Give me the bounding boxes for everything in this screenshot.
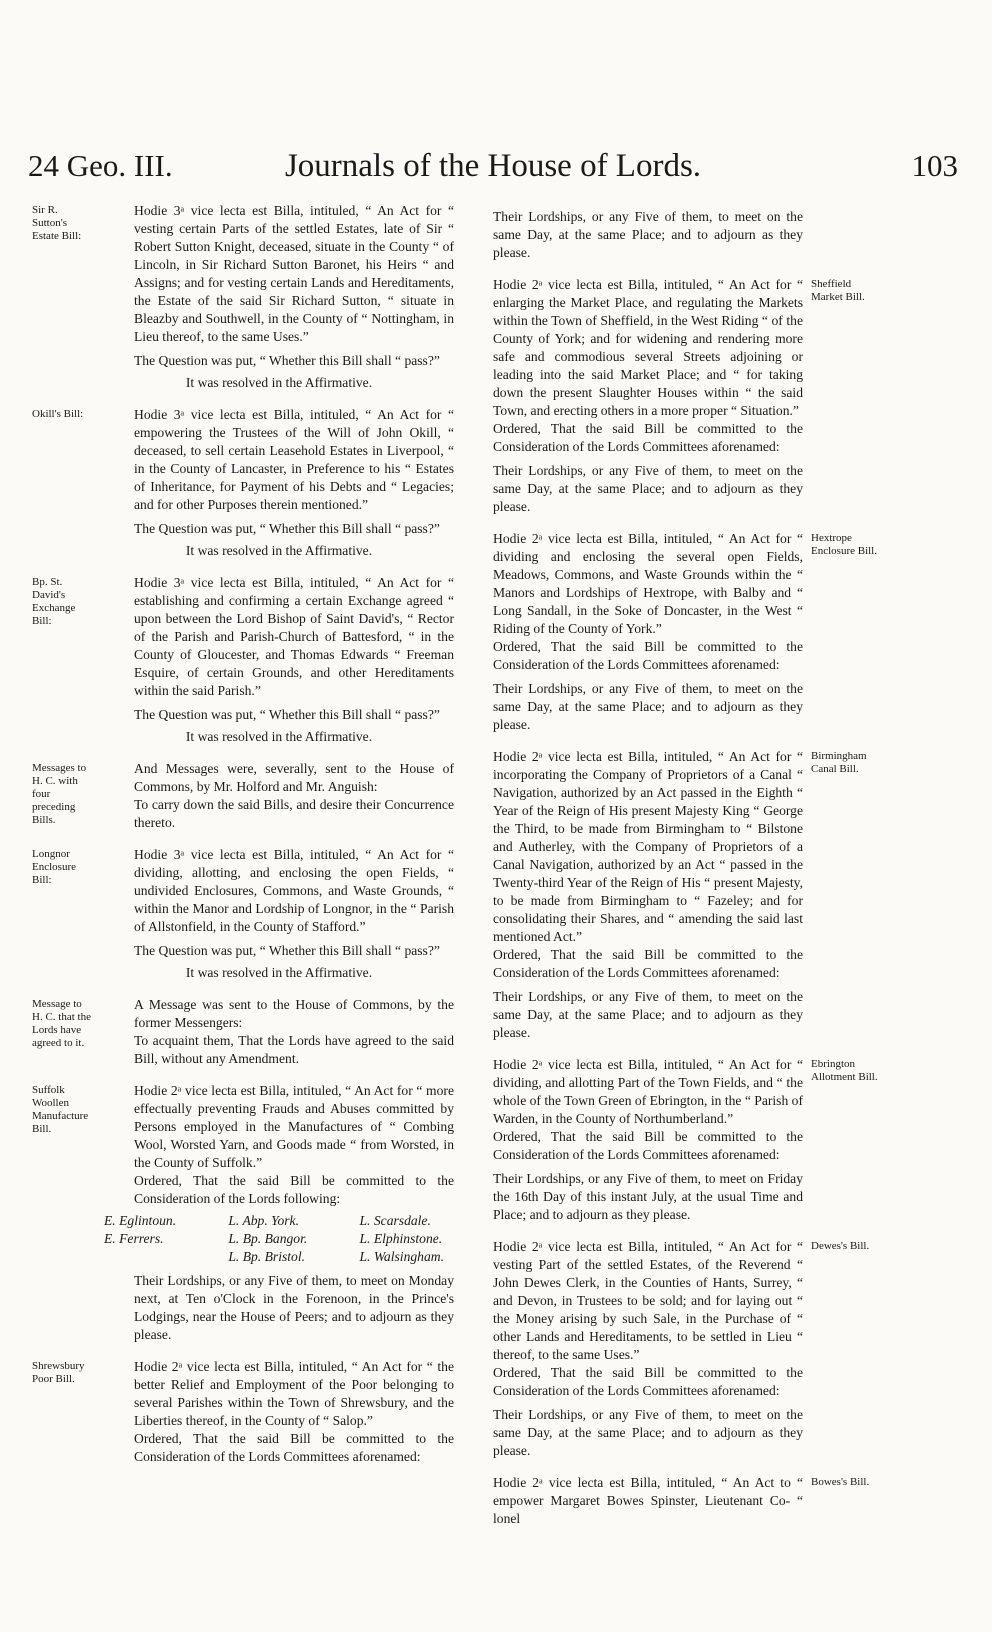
margin-note: Sheffield Market Bill. (811, 278, 865, 303)
regnal-year: 24 Geo. III. (28, 148, 173, 183)
resolution: It was resolved in the Affirmative. (185, 965, 373, 980)
entry-text: Hodie 2ᵃ vice lecta est Billa, intituled, “ An Act for “ enlarging the Market Place, and regulating the Markets within the Town of Sheffield, in the West Riding “ of the County of York; and for widening and rendering more safe and commodious several Streets adjoining or leading into the said Market Place; and “ for taking down the present Slaughter Houses within “ the said Town, and erecting others in a more proper “ Situation.” (493, 277, 803, 418)
journal-entry (463, 1474, 870, 1528)
question-put: The Question was put, “ Whether this Bill shall “ pass?” (134, 707, 440, 722)
resolution: It was resolved in the Affirmative. (185, 729, 373, 744)
margin-note: Sir R. Sutton's Estate Bill: (32, 204, 82, 242)
order-text: Ordered, That the said Bill be committed to the Consideration of the Lords Committees aforenamed: (493, 421, 803, 454)
margin-note: Birmingham Canal Bill. (811, 750, 867, 775)
lord-name: L. Bp. Bangor. (228, 1231, 308, 1246)
question-put: The Question was put, “ Whether this Bill shall “ pass?” (134, 353, 440, 368)
page-header (28, 148, 958, 194)
journal-entry (32, 1082, 454, 1344)
lord-name: L. Elphinstone. (359, 1231, 443, 1246)
meeting-instruction: Their Lordships, or any Five of them, to meet on the same Day, at the same Place; and to adjourn as they please. (493, 1407, 803, 1458)
journal-entry (463, 1056, 878, 1224)
resolution: It was resolved in the Affirmative. (185, 375, 373, 390)
meeting-instruction: Their Lordships, or any Five of them, to meet on the same Day, at the same Place; and to adjourn as they please. (493, 681, 803, 732)
journal-entry (32, 574, 454, 746)
journal-entry (32, 1358, 454, 1466)
margin-note: Messages to H. C. with four preceding Bills. (32, 762, 87, 826)
order-text: Ordered, That the said Bill be committed to the Consideration of the Lords Committees aforenamed: (493, 947, 803, 980)
meeting-instruction: Their Lordships, or any Five of them, to meet on the same Day, at the same Place; and to adjourn as they please. (493, 463, 803, 514)
entry-text: Hodie 2ᵃ vice lecta est Billa, intituled, “ An Act for “ the better Relief and Employment of the Poor belonging to several Parishes within the Town of Shrewsbury, and the Liberties thereof, in the County of “ Salop.” (134, 1359, 454, 1428)
margin-note: Okill's Bill: (32, 408, 84, 420)
lords-committee-list (104, 1212, 444, 1266)
entry-text: Hodie 2ᵃ vice lecta est Billa, intituled, “ An Act for “ dividing, and allotting Part of the Town Fields, and “ the whole of the Town Green of Ebrington, in the “ Parish of Warden, in the County of Northumberland.” (493, 1057, 803, 1126)
margin-note: Longnor Enclosure Bill: (32, 848, 76, 886)
lord-name: L. Scarsdale. (359, 1213, 431, 1228)
left-column (32, 202, 454, 1480)
lord-name: L. Abp. York. (228, 1213, 299, 1228)
right-column (463, 202, 878, 1542)
entry-text: Hodie 2ᵃ vice lecta est Billa, intituled, “ An Act for “ incorporating the Company of Proprietors of a Canal “ Navigation, authorized by an Act passed in the Eighth “ Year of the Reign of His present Majesty King “ George the Third, to be made from Birmingham to “ Bilstone and Autherley, with the Company of Proprietors of a Canal Navigation, authorized by an Act “ passed in the Twenty-third Year of the Reign of His “ present Majesty, to be made from Birmingham to “ Fazeley; and for consolidating their Shares, and “ amending the said last mentioned Act.” (493, 749, 803, 944)
journal-entry (463, 276, 865, 516)
meeting-instruction: Their Lordships, or any Five of them, to meet on the same Day, at the same Place; and to adjourn as they please. (493, 209, 803, 260)
journal-entry (463, 530, 877, 734)
entry-text: Hodie 2ᵃ vice lecta est Billa, intituled, “ An Act for “ more effectually preventing Frauds and Abuses committed by Persons employed in the Manufactures of “ Combing Wool, Worsted Yarn, and Goods made “ from Worsted, in the County of Suffolk.” (134, 1083, 454, 1170)
lords-group (360, 1212, 444, 1266)
order-text: Ordered, That the said Bill be committed to the Consideration of the Lords Committees aforenamed: (134, 1431, 454, 1464)
journal-title: Journals of the House of Lords. (284, 148, 702, 184)
entry-text-continued: To acquaint them, That the Lords have agreed to the said Bill, without any Amendment. (134, 1033, 454, 1066)
margin-note: Suffolk Woollen Manufacture Bill. (32, 1084, 89, 1135)
journal-entry (32, 846, 454, 982)
margin-note: Bp. St. David's Exchange Bill: (32, 576, 76, 627)
margin-note: Dewes's Bill. (811, 1240, 870, 1252)
order-text: Ordered, That the said Bill be committed to the Consideration of the Lords Committees aforenamed: (493, 639, 803, 672)
meeting-instruction: Their Lordships, or any Five of them, to meet on the same Day, at the same Place; and to adjourn as they please. (493, 989, 803, 1040)
meeting-instruction: Their Lordships, or any Five of them, to meet on Monday next, at Ten o'Clock in the Forenoon, in the Prince's Lodgings, near the House of Peers; and to adjourn as they please. (134, 1273, 454, 1342)
entry-text: And Messages were, severally, sent to the House of Commons, by Mr. Holford and Mr. Anguish: (134, 761, 454, 794)
entry-text: Hodie 2ᵃ vice lecta est Billa, intituled, “ An Act for “ vesting Part of the settled Estates, of the Reverend “ John Dewes Clerk, in the Counties of Hants, Surrey, “ and Devon, in Trustees to be sold; and for laying out “ the Money arising by such Sale, in the Purchase of “ other Lands and Hereditaments, to be settled in Lieu “ thereof, to the same Uses.” (493, 1239, 803, 1362)
journal-entry (32, 760, 454, 832)
entry-text: Hodie 3ᵃ vice lecta est Billa, intituled, “ An Act for “ establishing and confirming a certain Exchange agreed “ upon between the Lord Bishop of Saint David's, “ Rector of the Parish and Parish-Church of Battesford, “ in the County of Gloucester, and Thomas Edwards “ Freeman Esquire, of certain Grounds, and other Hereditaments within the said Parish.” (134, 575, 454, 698)
journal-entry (32, 202, 454, 392)
margin-note: Message to H. C. that the Lords have agreed to it. (32, 998, 91, 1049)
lord-name: E. Ferrers. (104, 1231, 164, 1246)
question-put: The Question was put, “ Whether this Bill shall “ pass?” (134, 943, 440, 958)
entry-text: Hodie 3ᵃ vice lecta est Billa, intituled, “ An Act for “ dividing, allotting, and enclosing the open Fields, “ undivided Enclosures, Commons, and Waste Grounds, “ within the Manor and Lordship of Longnor, in the “ Parish of Allstonfield, in the County of Stafford.” (134, 847, 454, 934)
entry-text: Hodie 2ᵃ vice lecta est Billa, intituled, “ An Act for “ dividing and enclosing the several open Fields, Meadows, Commons, and Waste Grounds within the “ Manors and Lordships of Hextrope, with Balby and “ Long Sandall, in the Soke of Doncaster, in the West “ Riding of the County of York.” (493, 531, 803, 636)
order-text: Ordered, That the said Bill be committed to the Consideration of the Lords following: (134, 1173, 454, 1206)
question-put: The Question was put, “ Whether this Bill shall “ pass?” (134, 521, 440, 536)
journal-entry (32, 996, 454, 1068)
journal-entry (463, 748, 867, 1042)
lord-name: L. Bp. Bristol. (228, 1249, 306, 1264)
journal-entry (463, 208, 803, 262)
order-text: Ordered, That the said Bill be committed to the Consideration of the Lords Committees aforenamed: (493, 1129, 803, 1162)
lords-group (228, 1212, 307, 1266)
entry-text-continued: To carry down the said Bills, and desire their Concurrence thereto. (134, 797, 454, 830)
entry-text: Hodie 3ᵃ vice lecta est Billa, intituled, “ An Act for “ empowering the Trustees of the Will of John Okill, “ deceased, to sell certain Leasehold Estates in Liverpool, “ in the County of Lancaster, in Preference to his “ Estates of Inheritance, for Payment of his Debts and “ Legacies; and for other Purposes therein mentioned.” (134, 407, 454, 512)
lord-name: L. Walsingham. (359, 1249, 444, 1264)
entry-text: A Message was sent to the House of Commons, by the former Messengers: (134, 997, 454, 1030)
meeting-instruction: Their Lordships, or any Five of them, to meet on Friday the 16th Day of this instant July, at the usual Time and Place; and to adjourn as they please. (493, 1171, 803, 1222)
journal-entry (463, 1238, 870, 1460)
margin-note: Bowes's Bill. (811, 1476, 870, 1488)
lords-group (104, 1212, 176, 1266)
resolution: It was resolved in the Affirmative. (185, 543, 373, 558)
entry-text: Hodie 2ᵃ vice lecta est Billa, intituled, “ An Act to “ empower Margaret Bowes Spinster, Lieutenant Co- “ lonel (493, 1475, 803, 1526)
margin-note: Shrewsbury Poor Bill. (32, 1360, 85, 1385)
lord-name: E. Eglintoun. (104, 1213, 177, 1228)
margin-note: Ebrington Allotment Bill. (811, 1058, 878, 1083)
order-text: Ordered, That the said Bill be committed to the Consideration of the Lords Committees aforenamed: (493, 1365, 803, 1398)
entry-text: Hodie 3ᵃ vice lecta est Billa, intituled, “ An Act for “ vesting certain Parts of the settled Estates, late of Sir “ Robert Sutton Knight, deceased, situate in the County “ of Lincoln, in Sir Richard Sutton Baronet, his Heirs “ and Assigns; and for vesting certain Lands and Hereditaments, the Estate of the said Sir Richard Sutton, “ situate in Bleazby and Southwell, in the County of “ Nottingham, in Lieu thereof, to the same Uses.” (134, 203, 454, 344)
margin-note: Hextrope Enclosure Bill. (811, 532, 877, 557)
journal-entry (32, 406, 454, 560)
page-number: 103 (911, 148, 958, 183)
